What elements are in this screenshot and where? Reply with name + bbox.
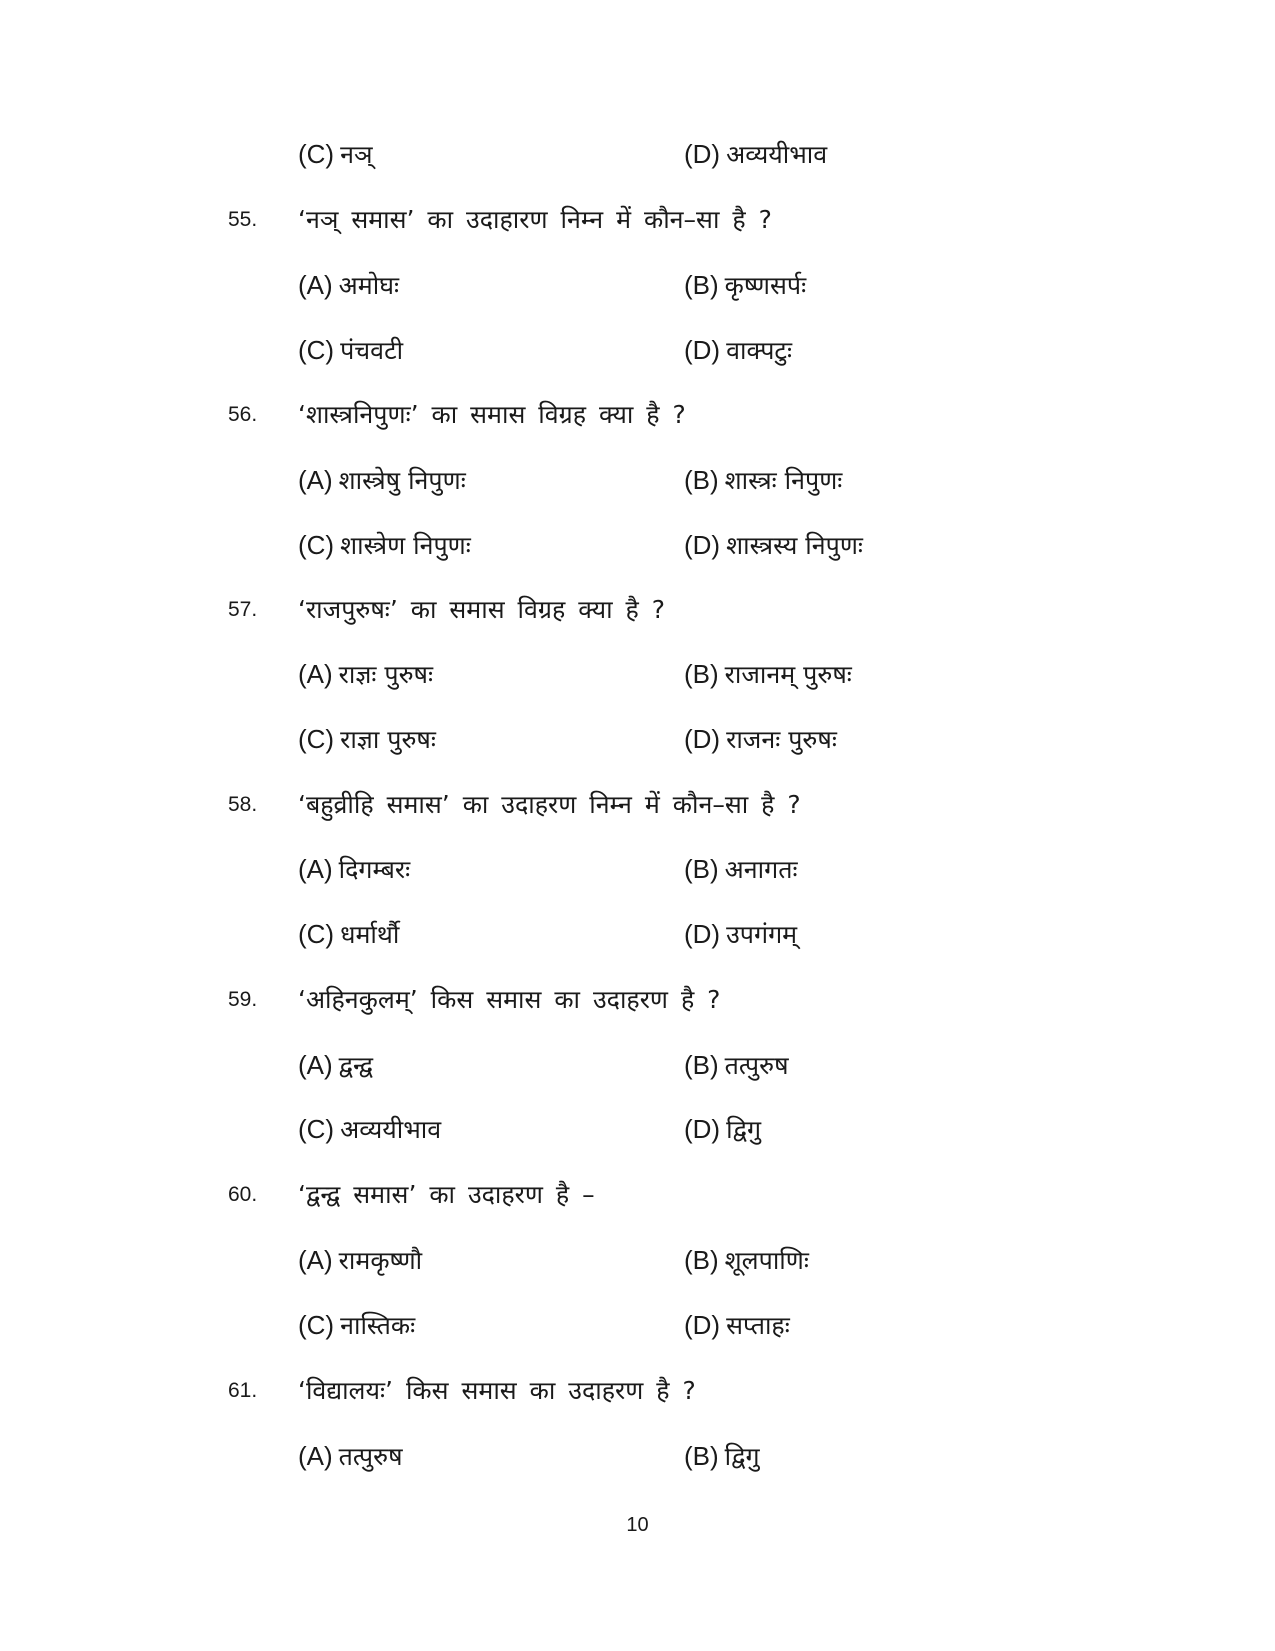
option-c xyxy=(298,134,373,174)
option-text: उपगंगम् xyxy=(726,920,798,949)
option-text: राज्ञा पुरुषः xyxy=(340,725,436,754)
page-number: 10 xyxy=(626,1514,649,1536)
option-text: दिगम्बरः xyxy=(338,855,411,884)
option-text: अव्ययीभाव xyxy=(340,1115,442,1144)
option-b xyxy=(684,1436,760,1476)
option-c xyxy=(298,719,436,759)
option-text: तत्पुरुष xyxy=(724,1051,789,1080)
option-letter: (A) xyxy=(298,1050,333,1080)
option-letter: (A) xyxy=(298,659,333,689)
option-letter: (A) xyxy=(298,465,333,495)
option-text: द्विगु xyxy=(724,1442,760,1471)
option-b xyxy=(684,654,852,694)
option-letter: (D) xyxy=(684,724,721,754)
option-letter: (B) xyxy=(684,1441,719,1471)
option-d xyxy=(684,914,797,954)
option-d xyxy=(684,1109,761,1149)
option-letter: (B) xyxy=(684,465,719,495)
option-b xyxy=(684,460,842,500)
option-text: तत्पुरुष xyxy=(338,1442,403,1471)
option-letter: (B) xyxy=(684,270,719,300)
option-letter: (A) xyxy=(298,270,333,300)
option-text: अमोघः xyxy=(338,271,400,300)
option-text: नञ् xyxy=(340,140,373,169)
option-d xyxy=(684,330,792,370)
option-letter: (D) xyxy=(684,530,721,560)
option-text: नास्तिकः xyxy=(340,1311,416,1340)
option-text: कृष्णसर्पः xyxy=(724,271,807,300)
option-text: शूलपाणिः xyxy=(724,1246,809,1275)
option-c xyxy=(298,525,471,565)
option-text: द्विगु xyxy=(726,1115,762,1144)
option-letter: (A) xyxy=(298,1245,333,1275)
option-text: अव्ययीभाव xyxy=(726,140,828,169)
option-letter: (B) xyxy=(684,854,719,884)
option-letter: (A) xyxy=(298,1441,333,1471)
option-text: पंचवटी xyxy=(340,336,404,365)
question-number: 60. xyxy=(228,1183,258,1206)
option-letter: (C) xyxy=(298,919,335,949)
question-number: 57. xyxy=(228,598,258,621)
question-number: 56. xyxy=(228,403,258,426)
option-a xyxy=(298,1045,373,1085)
option-d xyxy=(684,525,863,565)
option-b xyxy=(684,1240,809,1280)
option-d xyxy=(684,134,827,174)
option-c xyxy=(298,1305,415,1345)
option-text: शास्त्रेषु निपुणः xyxy=(338,466,466,495)
question-text: ‘बहुव्रीहि समास’ का उदाहरण निम्न में कौन–सा है ? xyxy=(298,790,801,819)
option-letter: (C) xyxy=(298,724,335,754)
question-text: ‘नञ् समास’ का उदाहारण निम्न में कौन–सा है ? xyxy=(298,205,772,234)
option-letter: (C) xyxy=(298,139,335,169)
option-letter: (D) xyxy=(684,1114,721,1144)
option-letter: (C) xyxy=(298,335,335,365)
option-letter: (A) xyxy=(298,854,333,884)
option-letter: (D) xyxy=(684,919,721,949)
question-text: ‘अहिनकुलम्’ किस समास का उदाहरण है ? xyxy=(298,985,721,1014)
option-a xyxy=(298,849,410,889)
option-text: राजनः पुरुषः xyxy=(726,725,837,754)
question-text: ‘शास्त्रनिपुणः’ का समास विग्रह क्या है ? xyxy=(298,400,686,429)
option-letter: (C) xyxy=(298,1114,335,1144)
question-text: ‘द्वन्द्व समास’ का उदाहरण है – xyxy=(298,1180,595,1209)
option-c xyxy=(298,1109,441,1149)
option-text: धर्मार्थौ xyxy=(340,920,400,949)
option-text: रामकृष्णौ xyxy=(338,1246,423,1275)
option-text: अनागतः xyxy=(724,855,798,884)
option-d xyxy=(684,1305,790,1345)
option-letter: (D) xyxy=(684,1310,721,1340)
option-b xyxy=(684,265,806,305)
option-text: शास्त्रस्य निपुणः xyxy=(726,531,863,560)
option-b xyxy=(684,1045,789,1085)
option-text: राज्ञः पुरुषः xyxy=(338,660,434,689)
option-a xyxy=(298,654,433,694)
option-text: वाक्पटुः xyxy=(726,336,793,365)
option-d xyxy=(684,719,837,759)
option-letter: (C) xyxy=(298,1310,335,1340)
option-text: द्वन्द्व xyxy=(338,1051,373,1080)
question-text: ‘विद्यालयः’ किस समास का उदाहरण है ? xyxy=(298,1376,696,1405)
option-letter: (B) xyxy=(684,1245,719,1275)
option-text: राजानम् पुरुषः xyxy=(724,660,852,689)
option-b xyxy=(684,849,798,889)
option-text: सप्ताहः xyxy=(726,1311,790,1340)
option-a xyxy=(298,460,466,500)
option-letter: (B) xyxy=(684,1050,719,1080)
question-number: 61. xyxy=(228,1379,258,1402)
option-a xyxy=(298,1436,403,1476)
option-letter: (C) xyxy=(298,530,335,560)
question-number: 58. xyxy=(228,793,258,816)
option-letter: (D) xyxy=(684,335,721,365)
option-letter: (B) xyxy=(684,659,719,689)
option-a xyxy=(298,1240,422,1280)
question-text: ‘राजपुरुषः’ का समास विग्रह क्या है ? xyxy=(298,595,666,624)
option-text: शास्त्रः निपुणः xyxy=(724,466,843,495)
question-number: 59. xyxy=(228,988,258,1011)
question-number: 55. xyxy=(228,208,258,231)
option-c xyxy=(298,914,399,954)
option-letter: (D) xyxy=(684,139,721,169)
option-c xyxy=(298,330,403,370)
option-text: शास्त्रेण निपुणः xyxy=(340,531,471,560)
option-a xyxy=(298,265,399,305)
